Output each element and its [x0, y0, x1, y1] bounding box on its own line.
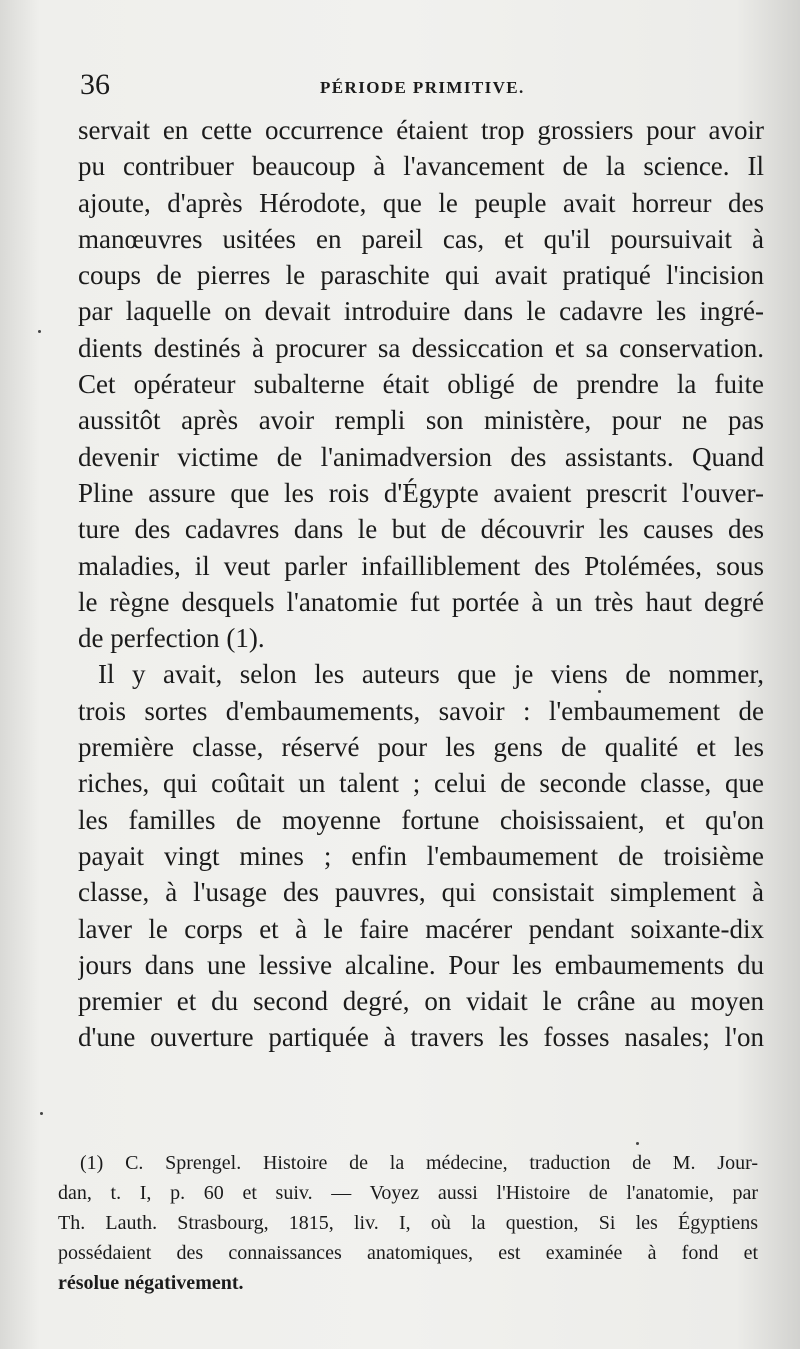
text-line: dients destinés à procurer sa dessiccation et sa conservation.: [78, 332, 764, 363]
page-header: [80, 68, 760, 108]
body-text: [78, 112, 764, 1056]
footnote-line: (1) C. Sprengel. Histoire de la médecine, traduction de M. Jour-: [80, 1152, 758, 1174]
ink-speck: [636, 1142, 639, 1145]
footnote-line: Th. Lauth. Strasbourg, 1815, liv. I, où la question, Si les Égyptiens: [58, 1212, 758, 1234]
text-line: devenir victime de l'animadversion des assistants. Quand: [78, 441, 764, 472]
text-line: de perfection (1).: [78, 623, 265, 654]
footnote-line: résolue négativement.: [58, 1272, 244, 1294]
text-line: premier et du second degré, on vidait le crâne au moyen: [78, 986, 764, 1017]
text-line: les familles de moyenne fortune choisissaient, et qu'on: [78, 804, 764, 835]
text-line: trois sortes d'embaumements, savoir : l'embaumement de: [78, 695, 764, 726]
text-line: Cet opérateur subalterne était obligé de prendre la fuite: [78, 369, 764, 400]
text-line: servait en cette occurrence étaient trop grossiers pour avoir: [78, 115, 764, 145]
text-line: première classe, réservé pour les gens de qualité et les: [78, 732, 764, 763]
footnote-line: possédaient des connaissances anatomiques, est examinée à fond et: [58, 1242, 758, 1264]
text-line: aussitôt après avoir rempli son ministère, pour ne pas: [78, 405, 764, 436]
text-line: riches, qui coûtait un talent ; celui de seconde classe, que: [78, 768, 764, 799]
text-line: jours dans une lessive alcaline. Pour les embaumements du: [78, 949, 764, 980]
text-line: ajoute, d'après Hérodote, que le peuple avait horreur des: [78, 187, 764, 218]
running-head: PÉRIODE PRIMITIVE.: [320, 78, 525, 97]
text-line: payait vingt mines ; enfin l'embaumement de troisième: [78, 840, 764, 871]
text-line: classe, à l'usage des pauvres, qui consistait simplement à: [78, 877, 764, 908]
text-line: manœuvres usitées en pareil cas, et qu'il poursuivait à: [78, 223, 764, 254]
text-line: coups de pierres le paraschite qui avait pratiqué l'incision: [78, 260, 764, 291]
text-line: ture des cadavres dans le but de découvrir les causes des: [78, 514, 764, 545]
text-line: pu contribuer beaucoup à l'avancement de la science. Il: [78, 151, 764, 182]
ink-speck: [598, 690, 601, 693]
ink-speck: [38, 330, 41, 333]
ink-speck: [40, 1112, 43, 1115]
text-line: d'une ouverture partiquée à travers les fosses nasales; l'on: [78, 1022, 764, 1053]
paragraph-start-line: Il y avait, selon les auteurs que je viens de nommer,: [98, 659, 764, 690]
text-line: le règne desquels l'anatomie fut portée à un très haut degré: [78, 586, 764, 617]
text-line: laver le corps et à le faire macérer pendant soixante-dix: [78, 913, 764, 944]
text-line: Pline assure que les rois d'Égypte avaient prescrit l'ouver-: [78, 477, 764, 508]
page-number: 36: [80, 68, 110, 101]
footnotes: [58, 1148, 758, 1298]
text-line: par laquelle on devait introduire dans le cadavre les ingré-: [78, 296, 764, 327]
text-line: maladies, il veut parler infailliblement des Ptolémées, sous: [78, 550, 764, 581]
footnote-line: dan, t. I, p. 60 et suiv. — Voyez aussi l'Histoire de l'anatomie, par: [58, 1182, 758, 1204]
